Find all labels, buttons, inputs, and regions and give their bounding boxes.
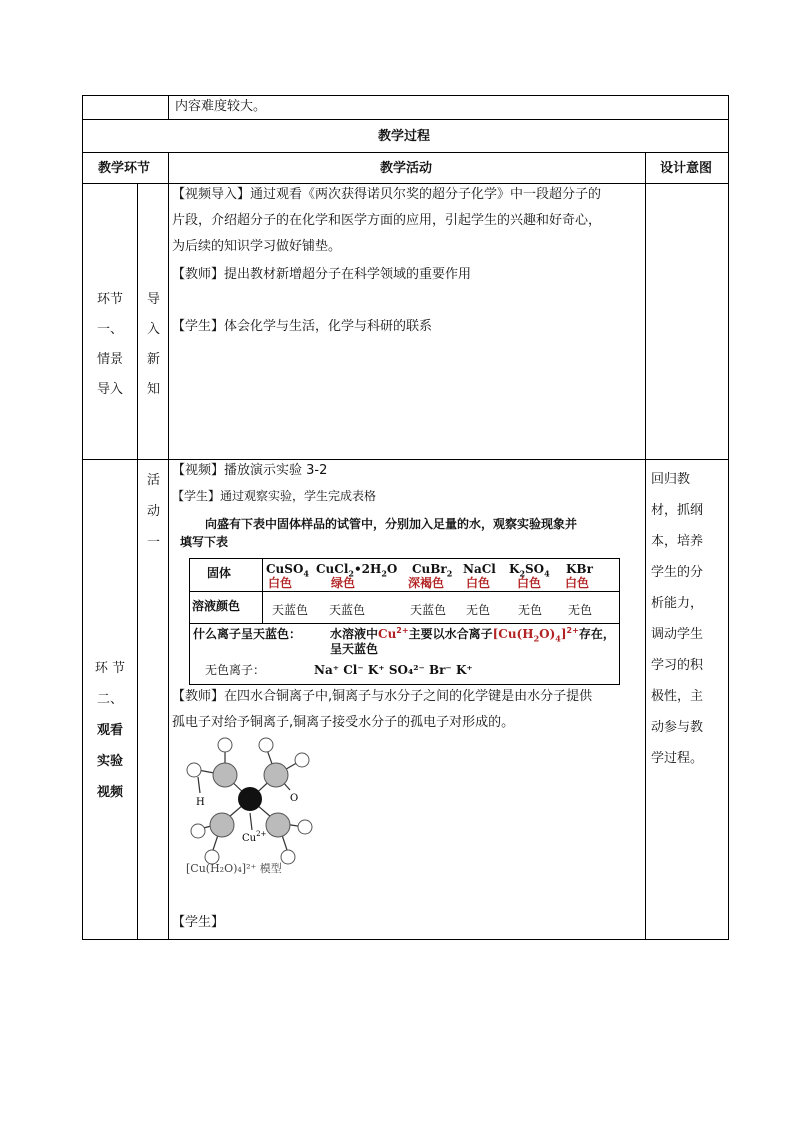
header-activity: 教学活动	[380, 161, 433, 176]
solid-cuso4: CuSO$_4$	[266, 562, 309, 579]
solution-color-2: 天蓝色	[329, 603, 366, 617]
top-row-text: 内容难度较大。	[175, 99, 267, 114]
water-molecule-1	[187, 738, 237, 787]
water-molecule-2	[259, 738, 309, 787]
label-o: O	[290, 793, 299, 804]
solid-cuso4-color: 白色	[268, 576, 293, 590]
stage2-name: 环 节 二、 观看 实验 视频	[94, 661, 126, 800]
q2-ions: Na⁺ Cl⁻ K⁺ SO₄²⁻ Br⁻ K⁺	[314, 663, 473, 677]
label-cu: $Cu^{2+}$	[242, 830, 267, 844]
q1-label: 什么离子呈天蓝色：	[193, 627, 302, 641]
solution-color-6: 无色	[568, 603, 593, 617]
header-intent: 设计意图	[660, 161, 713, 176]
solid-cucl2-color: 绿色	[331, 576, 356, 590]
water-molecule-4	[266, 813, 312, 864]
student-end: 【学生】	[172, 915, 225, 930]
q1-answer: 水溶液中$Cu^{2+}$主要以水合离子$[Cu(H_2O)_4]^{2+}$存在，	[330, 626, 615, 644]
solid-kbr: KBr	[566, 562, 593, 576]
header-stage: 教学环节	[98, 161, 151, 176]
copper-ion	[238, 787, 262, 811]
solid-cubr2: CuBr$_2$	[412, 562, 453, 579]
design-intent: 回归教 材，抓纲 本，培养 学生的分 析能力， 调动学生 学习的积 极性，主 动参与教 学过程。	[651, 472, 704, 766]
section-title: 教学过程	[378, 129, 431, 144]
solid-cucl2: $CuCl_2•2H_2O$	[316, 562, 398, 579]
solid-k2so4-color: 白色	[517, 576, 542, 590]
solid-nacl-color: 白色	[466, 576, 491, 590]
row-solution-label: 溶液颜色	[192, 599, 241, 613]
teacher-line-1: 【教师】在四水合铜离子中,铜离子与水分子之间的化学键是由水分子提供	[172, 689, 593, 704]
molecule-diagram	[180, 735, 320, 880]
instruction-line-1: 向盛有下表中固体样品的试管中，分别加入足量的水，观察实验现象并	[205, 517, 578, 531]
solution-color-5: 无色	[518, 603, 543, 617]
stage1-name: 环节 一、 情景 导入	[96, 292, 123, 397]
solution-color-3: 天蓝色	[410, 603, 447, 617]
teacher-line-2: 孤电子对给予铜离子,铜离子接受水分子的孤电子对形成的。	[172, 715, 515, 730]
solid-kbr-color: 白色	[565, 576, 590, 590]
student-line: 【学生】通过观察实验，学生完成表格	[172, 489, 377, 503]
diagram-caption: [Cu(H₂O)₄]²⁺ 模型	[186, 862, 282, 875]
solid-k2so4: $K_2SO_4$	[509, 562, 550, 579]
water-molecule-3	[191, 813, 234, 864]
solid-cubr2-color: 深褐色	[408, 576, 445, 590]
instruction-line-2: 填写下表	[180, 535, 229, 549]
q2-label: 无色离子：	[205, 663, 266, 677]
q1-answer-line2: 呈天蓝色	[330, 642, 379, 656]
row-solid-label: 固体	[207, 566, 232, 580]
label-h: H	[196, 797, 205, 808]
solution-color-4: 无色	[466, 603, 491, 617]
solid-nacl: NaCl	[463, 562, 496, 576]
solution-color-1: 天蓝色	[272, 603, 309, 617]
video-line: 【视频】播放演示实验 3-2	[172, 463, 328, 478]
stage1-sub: 导 入 新 知	[146, 292, 160, 397]
stage2-sub: 活 动 一	[146, 473, 160, 550]
